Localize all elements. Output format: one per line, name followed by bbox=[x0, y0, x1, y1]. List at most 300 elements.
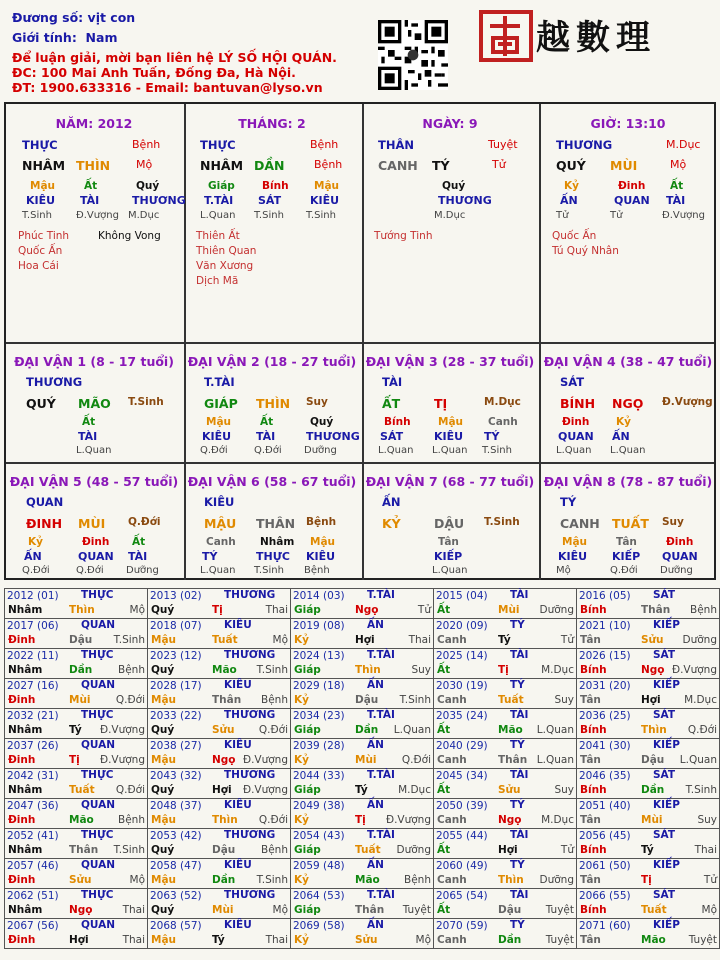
special-star: Hoa Cái bbox=[18, 260, 59, 272]
year-stem: Giáp bbox=[294, 904, 321, 916]
year-branch: Tý bbox=[69, 724, 82, 736]
hidden-state: M.Dục bbox=[128, 210, 160, 221]
branch-state: Mộ bbox=[670, 158, 687, 171]
year-ten-god: TÀI bbox=[510, 709, 529, 721]
year-ten-god: KIẾP bbox=[653, 739, 680, 751]
dai-van-branch: THÂN bbox=[256, 516, 296, 531]
year-branch: Dần bbox=[355, 724, 379, 736]
hidden-stem: Mậu bbox=[562, 536, 588, 548]
year-cell-content bbox=[577, 619, 719, 648]
year-ten-god: THỰC bbox=[81, 649, 114, 661]
year-ten-god: SÁT bbox=[653, 829, 676, 841]
year-cell[interactable] bbox=[291, 679, 434, 709]
year-label: 2057 (46) bbox=[7, 860, 59, 872]
year-label: 2012 (01) bbox=[7, 590, 59, 602]
year-label: 2020 (09) bbox=[436, 620, 488, 632]
year-row bbox=[5, 829, 720, 859]
year-stem: Tân bbox=[580, 814, 601, 826]
year-cell-content bbox=[434, 589, 576, 618]
year-state: Suy bbox=[554, 784, 574, 796]
contact-invite: Để luận giải, mời bạn liên hệ LÝ SỐ HỘI QUÁN. bbox=[12, 50, 337, 65]
year-cell[interactable] bbox=[291, 709, 434, 739]
hidden-stem: Ất bbox=[82, 416, 96, 428]
hidden-ten-god: TÀI bbox=[78, 430, 98, 443]
year-label: 2038 (27) bbox=[150, 740, 202, 752]
dai-van-state: T.Sinh bbox=[484, 516, 520, 528]
year-stem: Canh bbox=[437, 754, 467, 766]
year-label: 2062 (51) bbox=[7, 890, 59, 902]
year-ten-god: T.TÀI bbox=[367, 709, 395, 721]
year-branch: Tý bbox=[212, 934, 225, 946]
year-cell[interactable] bbox=[5, 799, 148, 829]
year-ten-god: ẤN bbox=[367, 919, 384, 931]
year-label: 2071 (60) bbox=[579, 920, 631, 932]
year-branch: Ngọ bbox=[212, 754, 236, 766]
year-ten-god: THỰC bbox=[81, 589, 114, 601]
year-state: Q.Đới bbox=[258, 724, 288, 736]
year-ten-god: TÀI bbox=[510, 589, 529, 601]
year-label: 2049 (38) bbox=[293, 800, 345, 812]
year-stem: Đinh bbox=[8, 754, 36, 766]
year-cell[interactable] bbox=[5, 859, 148, 889]
year-state: Bệnh bbox=[118, 664, 145, 676]
year-cell[interactable] bbox=[434, 679, 577, 709]
year-state: Dưỡng bbox=[539, 604, 574, 616]
dai-van-state: Bệnh bbox=[306, 516, 337, 528]
pillar-1 bbox=[6, 104, 186, 340]
year-cell-content bbox=[291, 859, 433, 888]
year-cell[interactable] bbox=[5, 649, 148, 679]
hidden-state: L.Quan bbox=[432, 445, 468, 456]
hidden-stem: Ất bbox=[670, 180, 684, 192]
year-branch: Thìn bbox=[212, 814, 238, 826]
hidden-state: Bệnh bbox=[304, 565, 330, 576]
year-cell[interactable] bbox=[291, 799, 434, 829]
year-cell[interactable] bbox=[5, 919, 148, 949]
hidden-stem: Bính bbox=[384, 416, 411, 428]
year-cell[interactable] bbox=[5, 619, 148, 649]
year-branch: Hợi bbox=[355, 634, 375, 646]
top-state: Bệnh bbox=[310, 138, 339, 151]
year-cell[interactable] bbox=[5, 889, 148, 919]
year-state: Mộ bbox=[272, 634, 288, 646]
year-state: Bệnh bbox=[261, 694, 288, 706]
dai-van-state: Suy bbox=[662, 516, 684, 528]
dai-van-ten-god: T.TÀI bbox=[204, 375, 235, 389]
hidden-stem: Kỷ bbox=[28, 536, 43, 548]
year-cell[interactable] bbox=[434, 919, 577, 949]
year-cell[interactable] bbox=[148, 619, 291, 649]
year-label: 2027 (16) bbox=[7, 680, 59, 692]
year-cell[interactable] bbox=[148, 589, 291, 619]
year-cell[interactable] bbox=[148, 769, 291, 799]
earthly-branch: TÝ bbox=[432, 158, 450, 173]
year-label: 2064 (53) bbox=[293, 890, 345, 902]
hidden-ten-god: KIÊU bbox=[310, 194, 340, 207]
year-cell-content bbox=[291, 619, 433, 648]
year-cell[interactable] bbox=[5, 679, 148, 709]
year-stem: Ất bbox=[437, 724, 451, 736]
year-label: 2055 (44) bbox=[436, 830, 488, 842]
year-cell-content bbox=[5, 769, 147, 798]
year-ten-god: TÝ bbox=[510, 919, 525, 931]
hidden-state: Dưỡng bbox=[304, 445, 337, 456]
year-cell[interactable] bbox=[148, 889, 291, 919]
year-cell[interactable] bbox=[148, 919, 291, 949]
year-branch: Sửu bbox=[69, 874, 92, 886]
top-state: Bệnh bbox=[132, 138, 161, 151]
year-label: 2034 (23) bbox=[293, 710, 345, 722]
year-state: Thai bbox=[122, 904, 145, 916]
year-cell[interactable] bbox=[434, 889, 577, 919]
special-star: Quốc Ấn bbox=[18, 245, 63, 257]
year-cell[interactable] bbox=[148, 739, 291, 769]
hidden-ten-god: THƯƠNG bbox=[132, 194, 186, 207]
year-cell-content bbox=[5, 589, 147, 618]
year-cell-content bbox=[291, 829, 433, 858]
year-cell-content bbox=[5, 829, 147, 858]
heavenly-stem: CANH bbox=[378, 158, 418, 173]
heavenly-stem: QUÝ bbox=[556, 158, 586, 173]
year-cell[interactable] bbox=[577, 679, 720, 709]
special-star: Quốc Ấn bbox=[552, 230, 597, 242]
year-cell[interactable] bbox=[291, 919, 434, 949]
year-ten-god: KIẾP bbox=[653, 799, 680, 811]
year-ten-god: ẤN bbox=[367, 679, 384, 691]
hidden-stem: Kỷ bbox=[616, 416, 631, 428]
hidden-state: L.Quan bbox=[556, 445, 592, 456]
year-label: 2017 (06) bbox=[7, 620, 59, 632]
year-cell[interactable] bbox=[434, 859, 577, 889]
year-cell[interactable] bbox=[148, 829, 291, 859]
year-cell[interactable] bbox=[5, 589, 148, 619]
year-cell[interactable] bbox=[577, 829, 720, 859]
year-cell[interactable] bbox=[577, 739, 720, 769]
year-stem: Nhâm bbox=[8, 604, 43, 616]
year-cell[interactable] bbox=[291, 739, 434, 769]
year-cell[interactable] bbox=[577, 589, 720, 619]
year-state: T.Sinh bbox=[256, 874, 288, 886]
year-label: 2056 (45) bbox=[579, 830, 631, 842]
year-branch: Mùi bbox=[641, 814, 663, 826]
year-cell-content bbox=[148, 769, 290, 798]
year-stem: Đinh bbox=[8, 814, 36, 826]
year-cell[interactable] bbox=[577, 919, 720, 949]
dai-van-branch: TỊ bbox=[434, 396, 448, 411]
year-label: 2048 (37) bbox=[150, 800, 202, 812]
year-cell[interactable] bbox=[577, 889, 720, 919]
year-cell[interactable] bbox=[577, 649, 720, 679]
year-state: T.Sinh bbox=[256, 664, 288, 676]
year-ten-god: SÁT bbox=[653, 769, 676, 781]
year-branch: Sửu bbox=[498, 784, 521, 796]
year-label: 2032 (21) bbox=[7, 710, 59, 722]
special-star: Thiên Quan bbox=[196, 245, 257, 257]
year-cell[interactable] bbox=[291, 829, 434, 859]
dai-van-stem: QUÝ bbox=[26, 396, 56, 411]
year-cell[interactable] bbox=[148, 859, 291, 889]
year-stem: Ất bbox=[437, 784, 451, 796]
year-branch: Thìn bbox=[69, 604, 95, 616]
hidden-state: M.Dục bbox=[434, 210, 466, 221]
year-state: T.Sinh bbox=[399, 694, 431, 706]
year-ten-god: TÝ bbox=[510, 739, 525, 751]
year-stem: Mậu bbox=[151, 694, 177, 706]
hidden-state: Q.Đới bbox=[610, 565, 638, 576]
hidden-state: T.Sinh bbox=[482, 445, 512, 456]
year-cell-content bbox=[577, 649, 719, 678]
year-cell[interactable] bbox=[577, 619, 720, 649]
year-cell-content bbox=[148, 799, 290, 828]
year-branch: Tị bbox=[355, 814, 366, 826]
year-row bbox=[5, 589, 720, 619]
hidden-state: T.Sinh bbox=[306, 210, 336, 221]
year-label: 2024 (13) bbox=[293, 650, 345, 662]
year-stem: Canh bbox=[437, 874, 467, 886]
year-cell[interactable] bbox=[577, 799, 720, 829]
hidden-ten-god: TÀI bbox=[80, 194, 100, 207]
year-cell-content bbox=[5, 889, 147, 918]
year-label: 2025 (14) bbox=[436, 650, 488, 662]
year-branch: Tị bbox=[641, 874, 652, 886]
year-stem: Bính bbox=[580, 664, 607, 676]
year-state: Đ.Vượng bbox=[671, 664, 717, 676]
year-ten-god: ẤN bbox=[367, 739, 384, 751]
year-state: Thai bbox=[122, 934, 145, 946]
year-cell[interactable] bbox=[148, 679, 291, 709]
year-label: 2068 (57) bbox=[150, 920, 202, 932]
year-cell[interactable] bbox=[434, 619, 577, 649]
year-stem: Quý bbox=[151, 844, 175, 856]
year-row bbox=[5, 619, 720, 649]
year-cell-content bbox=[291, 649, 433, 678]
year-state: T.Sinh bbox=[113, 634, 145, 646]
year-cell-content bbox=[291, 709, 433, 738]
year-cell[interactable] bbox=[5, 709, 148, 739]
dai-van-6 bbox=[184, 464, 360, 580]
hidden-ten-god: KIÊU bbox=[26, 194, 56, 207]
year-cell[interactable] bbox=[434, 769, 577, 799]
year-ten-god: THƯƠNG bbox=[224, 829, 276, 841]
year-branch: Mão bbox=[212, 664, 237, 676]
hidden-state: L.Quan bbox=[610, 445, 646, 456]
year-label: 2023 (12) bbox=[150, 650, 202, 662]
dai-van-state: M.Dục bbox=[484, 396, 521, 408]
year-label: 2013 (02) bbox=[150, 590, 202, 602]
year-state: T.Sinh bbox=[685, 784, 717, 796]
year-cell-content bbox=[148, 679, 290, 708]
year-stem: Tân bbox=[580, 694, 601, 706]
year-branch: Ngọ bbox=[69, 904, 93, 916]
dai-van-state: Suy bbox=[306, 396, 328, 408]
year-state: Tử bbox=[560, 844, 574, 856]
hidden-ten-god: TÀI bbox=[666, 194, 686, 207]
year-cell[interactable] bbox=[5, 829, 148, 859]
year-label: 2067 (56) bbox=[7, 920, 59, 932]
year-state: Thai bbox=[694, 844, 717, 856]
year-ten-god: THƯƠNG bbox=[224, 649, 276, 661]
year-cell-content bbox=[148, 709, 290, 738]
year-stem: Đinh bbox=[8, 934, 36, 946]
year-cell-content bbox=[577, 919, 719, 948]
hidden-ten-god: QUAN bbox=[662, 550, 698, 563]
year-cell[interactable] bbox=[434, 649, 577, 679]
year-cell-content bbox=[148, 859, 290, 888]
heavenly-stem: NHÂM bbox=[200, 158, 244, 173]
pillar-4 bbox=[540, 104, 716, 340]
year-cell[interactable] bbox=[434, 589, 577, 619]
top-state: Tuyệt bbox=[488, 138, 518, 151]
hidden-stem: Nhâm bbox=[260, 536, 295, 548]
hidden-stem: Canh bbox=[488, 416, 518, 428]
qr-code-icon[interactable] bbox=[378, 20, 448, 90]
brand-logo bbox=[478, 6, 714, 66]
branch-state: Mộ bbox=[136, 158, 153, 171]
ten-god-top: THỰC bbox=[22, 138, 58, 152]
year-cell[interactable] bbox=[291, 889, 434, 919]
year-ten-god: QUAN bbox=[81, 679, 116, 691]
dai-van-branch: NGỌ bbox=[612, 396, 644, 411]
year-cell[interactable] bbox=[291, 649, 434, 679]
year-ten-god: ẤN bbox=[367, 859, 384, 871]
year-ten-god: SÁT bbox=[653, 709, 676, 721]
year-ten-god: KIÊU bbox=[224, 859, 252, 871]
year-stem: Tân bbox=[580, 634, 601, 646]
year-stem: Bính bbox=[580, 904, 607, 916]
year-row bbox=[5, 859, 720, 889]
year-cell[interactable] bbox=[434, 829, 577, 859]
year-branch: Mão bbox=[498, 724, 523, 736]
year-label: 2026 (15) bbox=[579, 650, 631, 662]
year-ten-god: T.TÀI bbox=[367, 649, 395, 661]
year-state: L.Quan bbox=[393, 724, 431, 736]
dai-van-3 bbox=[362, 344, 538, 460]
year-cell[interactable] bbox=[5, 739, 148, 769]
year-row bbox=[5, 709, 720, 739]
ten-god-top: THÂN bbox=[378, 138, 414, 152]
year-stem: Canh bbox=[437, 694, 467, 706]
year-state: Tuyệt bbox=[402, 904, 431, 916]
dai-van-stem: ẤT bbox=[382, 396, 401, 411]
year-cell-content bbox=[434, 679, 576, 708]
year-state: Đ.Vượng bbox=[99, 754, 145, 766]
year-cell[interactable] bbox=[5, 769, 148, 799]
hidden-ten-god: KIÊU bbox=[202, 430, 232, 443]
year-cell-content bbox=[5, 709, 147, 738]
year-ten-god: QUAN bbox=[81, 739, 116, 751]
hidden-stem: Tân bbox=[616, 536, 637, 548]
year-row bbox=[5, 649, 720, 679]
dai-van-7 bbox=[362, 464, 538, 580]
year-cell[interactable] bbox=[577, 709, 720, 739]
year-cell-content bbox=[291, 739, 433, 768]
year-stem: Mậu bbox=[151, 814, 177, 826]
year-label: 2044 (33) bbox=[293, 770, 345, 782]
dai-van-stem: KỶ bbox=[382, 516, 401, 531]
hidden-state: Đ.Vượng bbox=[662, 210, 705, 221]
year-ten-god: KIẾP bbox=[653, 619, 680, 631]
hidden-ten-god: KIÊU bbox=[306, 550, 336, 563]
hidden-state: Tử bbox=[556, 210, 569, 221]
hidden-state: Mộ bbox=[556, 565, 571, 576]
year-label: 2039 (28) bbox=[293, 740, 345, 752]
pillar-title: NGÀY: 9 bbox=[422, 116, 478, 131]
year-cell[interactable] bbox=[434, 799, 577, 829]
year-ten-god: ẤN bbox=[367, 619, 384, 631]
hidden-state: T.Sinh bbox=[22, 210, 52, 221]
year-cell[interactable] bbox=[434, 709, 577, 739]
year-row bbox=[5, 799, 720, 829]
pillar-title: NĂM: 2012 bbox=[55, 116, 133, 131]
hidden-state: L.Quan bbox=[200, 565, 236, 576]
hidden-stem: Quý bbox=[442, 180, 466, 192]
year-stem: Ất bbox=[437, 664, 451, 676]
year-cell[interactable] bbox=[434, 739, 577, 769]
year-cell[interactable] bbox=[148, 649, 291, 679]
year-ten-god: THỰC bbox=[81, 889, 114, 901]
year-state: Q.Đới bbox=[258, 814, 288, 826]
hidden-ten-god: SÁT bbox=[380, 430, 404, 443]
year-label: 2033 (22) bbox=[150, 710, 202, 722]
year-stem: Tân bbox=[580, 754, 601, 766]
year-cell[interactable] bbox=[291, 619, 434, 649]
year-branch: Thân bbox=[641, 604, 671, 616]
year-state: Dưỡng bbox=[396, 844, 431, 856]
year-cell-content bbox=[5, 919, 147, 948]
hidden-state: Q.Đới bbox=[76, 565, 104, 576]
year-label: 2061 (50) bbox=[579, 860, 631, 872]
year-state: Bệnh bbox=[261, 844, 288, 856]
year-cell[interactable] bbox=[148, 799, 291, 829]
year-label: 2051 (40) bbox=[579, 800, 631, 812]
hidden-ten-god: THƯƠNG bbox=[438, 194, 492, 207]
dai-van-stem: GIÁP bbox=[204, 396, 238, 411]
year-branch: Sửu bbox=[641, 634, 664, 646]
void-star: Không Vong bbox=[98, 230, 161, 242]
year-stem: Kỷ bbox=[294, 754, 309, 766]
year-label: 2065 (54) bbox=[436, 890, 488, 902]
year-cell[interactable] bbox=[291, 589, 434, 619]
dai-van-branch: MÃO bbox=[78, 396, 111, 411]
year-cell[interactable] bbox=[291, 769, 434, 799]
dai-van-branch: THÌN bbox=[256, 396, 291, 411]
owner-line bbox=[12, 10, 135, 25]
year-cell[interactable] bbox=[291, 859, 434, 889]
year-ten-god: THỰC bbox=[81, 769, 114, 781]
dai-van-stem: ĐINH bbox=[26, 516, 63, 531]
year-label: 2045 (34) bbox=[436, 770, 488, 782]
year-cell-content bbox=[577, 859, 719, 888]
hidden-stem: Mậu bbox=[438, 416, 464, 428]
year-branch: Thìn bbox=[498, 874, 524, 886]
year-stem: Quý bbox=[151, 604, 175, 616]
year-cell[interactable] bbox=[577, 769, 720, 799]
year-label: 2031 (20) bbox=[579, 680, 631, 692]
branch-state: Bệnh bbox=[314, 158, 343, 171]
dai-van-title: ĐẠI VẬN 1 (8 - 17 tuổi) bbox=[14, 354, 174, 369]
year-cell[interactable] bbox=[148, 709, 291, 739]
year-state: M.Dục bbox=[541, 664, 574, 676]
hidden-state: Dưỡng bbox=[126, 565, 159, 576]
year-cell[interactable] bbox=[577, 859, 720, 889]
hidden-ten-god: T.TÀI bbox=[204, 194, 234, 207]
year-branch: Tý bbox=[641, 844, 654, 856]
year-branch: Tị bbox=[498, 664, 509, 676]
year-label: 2070 (59) bbox=[436, 920, 488, 932]
year-branch: Hợi bbox=[212, 784, 232, 796]
hidden-state: Q.Đới bbox=[200, 445, 228, 456]
hidden-stem: Ất bbox=[132, 536, 146, 548]
